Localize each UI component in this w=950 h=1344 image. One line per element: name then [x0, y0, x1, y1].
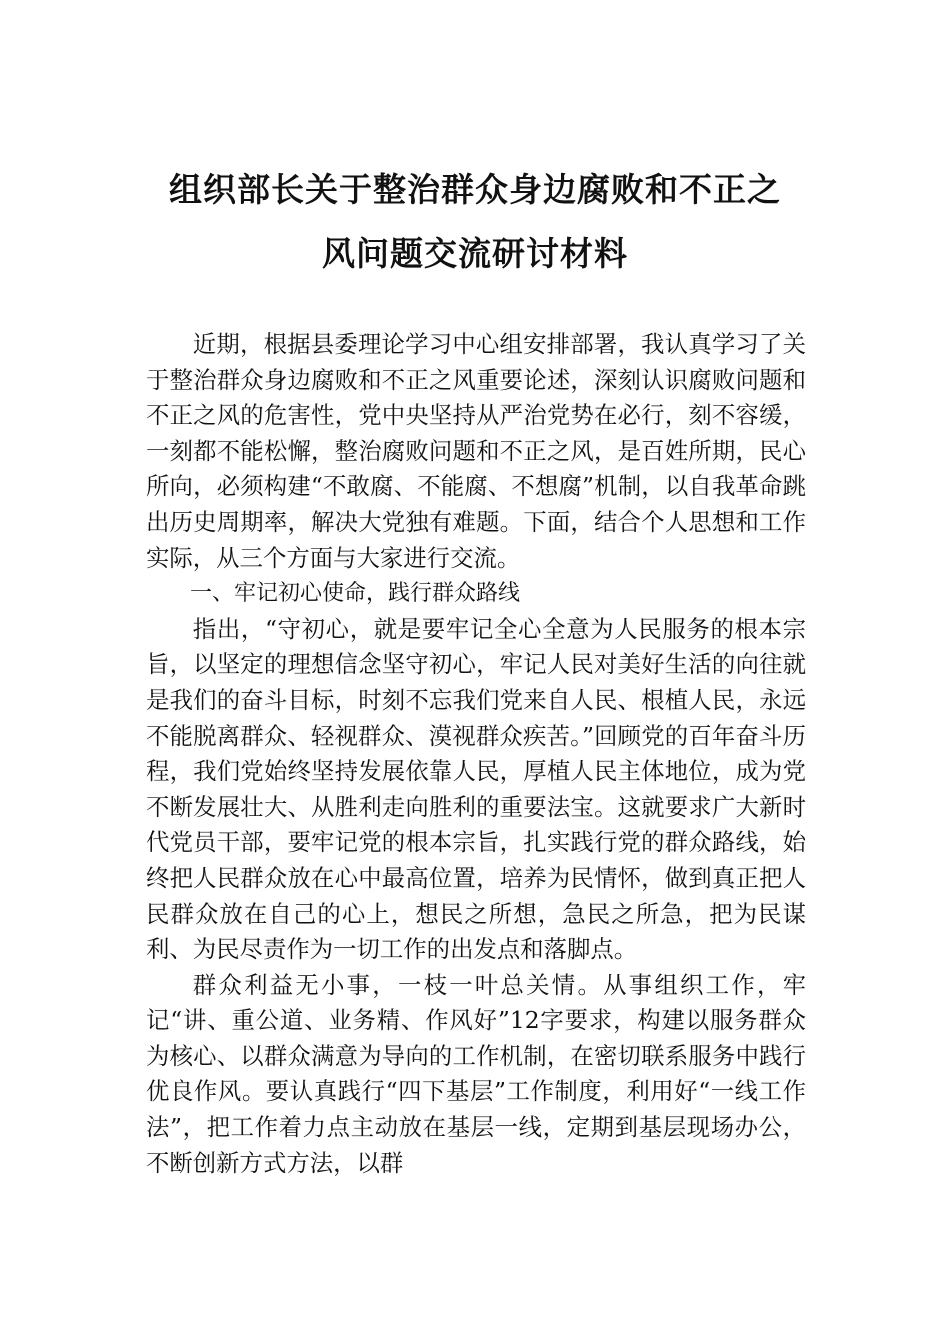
paragraph: 群众利益无小事，一枝一叶总关情。从事组织工作，牢记“讲、重公道、业务精、作风好”12字要求，构建以服务群众为核心、以群众满意为导向的工作机制，在密切联系服务中践行优良作风。要认真践行“四下基层”工作制度，利用好“一线工作法”，把工作着力点主动放在基层一线，定期到基层现场办公，不断创新方式方法，以群	[146, 970, 806, 1177]
paragraph-intro: 近期，根据县委理论学习中心组安排部署，我认真学习了关于整治群众身边腐败和不正之风重要论述，深刻认识腐败问题和不正之风的危害性，党中央坚持从严治党势在必行，刻不容缓，一刻都不能松懈，整治腐败问题和不正之风，是百姓所期，民心所向，必须构建“不敢腐、不能腐、不想腐”机制，以自我革命跳出历史周期率，解决大党独有难题。下面，结合个人思想和工作实际，从三个方面与大家进行交流。	[146, 330, 806, 572]
title-line-1: 组织部长关于整治群众身边腐败和不正之	[169, 170, 781, 209]
paragraph: 指出，“守初心，就是要牢记全心全意为人民服务的根本宗旨，以坚定的理想信念坚守初心，牢记人民对美好生活的向往就是我们的奋斗目标，时刻不忘我们党来自人民、根植人民，永远不能脱离群众、轻视群众、漠视群众疾苦。”回顾党的百年奋斗历程，我们党始终坚持发展依靠人民，厚植人民主体地位，成为党不断发展壮大、从胜利走向胜利的重要法宝。这就要求广大新时代党员干部，要牢记党的根本宗旨，扎实践行党的群众路线，始终把人民群众放在心中最高位置，培养为民情怀，做到真正把人民群众放在自己的心上，想民之所想，急民之所急，把为民谋利、为民尽责作为一切工作的出发点和落脚点。	[146, 614, 806, 964]
document-title	[100, 158, 850, 286]
section-heading-1: 一、牢记初心使命，践行群众路线	[190, 581, 521, 607]
title-line-2: 风问题交流研讨材料	[322, 234, 628, 273]
document-body	[146, 327, 806, 1181]
